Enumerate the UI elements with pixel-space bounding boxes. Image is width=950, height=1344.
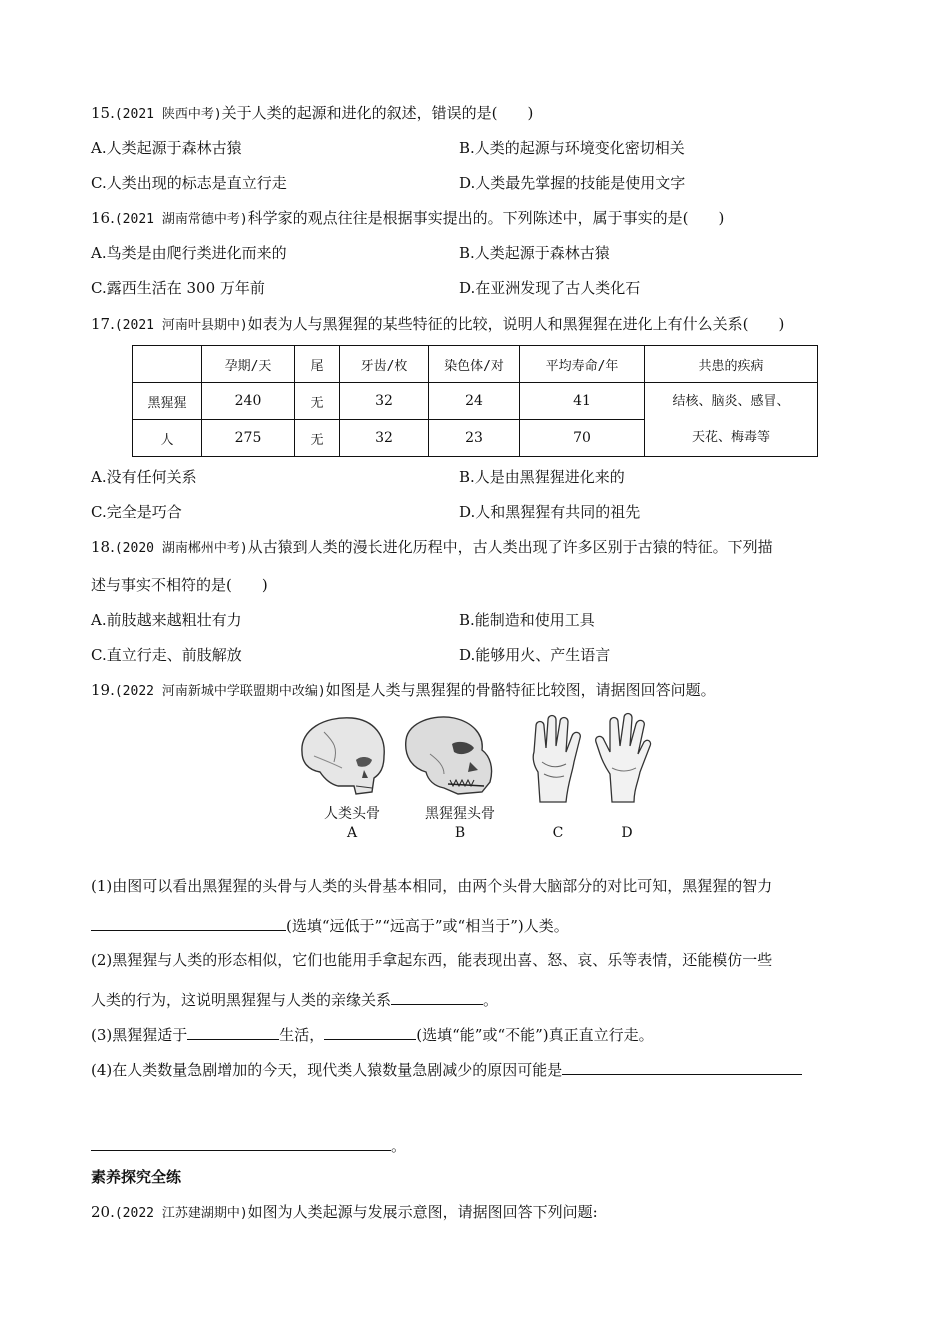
q15-stem [91,103,533,125]
q18-option-d: D.能够用火、产生语言 [459,646,611,664]
table-cell: 240 [202,383,295,420]
figure-letter-d: D [621,825,633,841]
table-header-cell: 尾 [295,346,340,383]
q18-option-b: B.能制造和使用工具 [459,611,595,629]
question-text: (4)在人类数量急剧增加的今天，现代类人猿数量急剧减少的原因可能是 [91,1061,563,1079]
q18-option-c: C.直立行走、前肢解放 [91,646,242,664]
question-text: 如表为人与黑猩猩的某些特征的比较，说明人和黑猩猩在进化上有什么关系( ) [247,315,785,333]
q18-stem-line2: 述与事实不相符的是( ) [91,576,268,594]
question-source: (2020 湖南郴州中考) [114,541,248,556]
question-text: (选填“远低于”“远高于”或“相当于”)人类。 [286,917,569,935]
answer-blank[interactable] [391,988,483,1005]
question-source: (2022 江苏建湖期中) [114,1206,248,1221]
q17-option-d: D.人和黑猩猩有共同的祖先 [459,503,641,521]
q16-option-a: A.鸟类是由爬行类进化而来的 [91,244,287,262]
table-header-cell: 染色体/对 [429,346,520,383]
answer-blank[interactable] [91,1134,391,1151]
table-cell: 32 [340,383,429,420]
q15-option-c: C.人类出现的标志是直立行走 [91,174,287,192]
q17-option-b: B.人是由黑猩猩进化来的 [459,468,625,486]
answer-blank[interactable] [187,1023,279,1040]
question-source: (2021 河南叶县期中) [114,318,248,333]
question-number: 20. [91,1203,115,1221]
table-cell: 24 [429,383,520,420]
question-number: 17. [91,315,115,333]
q19-part4 [91,1058,802,1080]
q16-option-c: C.露西生活在 300 万年前 [91,279,265,297]
disease-text: 天花、梅毒等 [691,429,770,445]
skeleton-comparison-figure [294,712,654,804]
question-number: 19. [91,681,115,699]
section-title: 素养探究全练 [91,1168,182,1186]
figure-letter-c: C [552,825,564,841]
table-cell: 人 [133,420,202,457]
q16-option-d: D.在亚洲发现了古人类化石 [459,279,641,297]
q19-part2-line1: (2)黑猩猩与人类的形态相似，它们也能用手拿起东西，能表现出喜、怒、哀、乐等表情，还能模仿一些 [91,951,773,969]
question-number: 15. [91,104,115,122]
table-header-cell: 平均寿命/年 [520,346,645,383]
q19-part4-continuation [91,1134,406,1156]
question-number: 18. [91,538,115,556]
question-text: 。 [483,991,499,1009]
table-cell: 32 [340,420,429,457]
disease-text: 结核、脑炎、感冒、 [672,393,790,409]
chimpanzee-skull-icon [406,717,492,794]
table-cell: 无 [295,420,340,457]
table-cell: 黑猩猩 [133,383,202,420]
table-cell: 41 [520,383,645,420]
question-text: (选填“能”或“不能”)真正直立行走。 [416,1026,654,1044]
q17-option-c: C.完全是巧合 [91,503,182,521]
figure-caption-b: 黑猩猩头骨 [425,806,495,822]
q17-stem [91,314,784,336]
table-header-row [133,346,818,383]
question-text: (3)黑猩猩适于 [91,1026,188,1044]
q19-stem [91,680,716,702]
q20-stem [91,1202,598,1224]
answer-blank[interactable] [562,1058,802,1075]
question-text: 。 [391,1137,407,1155]
q19-part1-line1: (1)由图可以看出黑猩猩的头骨与人类的头骨基本相同，由两个头骨大脑部分的对比可知，黑猩猩的智力 [91,877,773,895]
question-text: 科学家的观点往往是根据事实提出的。下列陈述中，属于事实的是( ) [247,209,725,227]
q19-part2-line2 [91,988,498,1010]
question-text: 关于人类的起源和进化的叙述，错误的是( ) [221,104,534,122]
table-header-cell: 牙齿/枚 [340,346,429,383]
question-source: (2022 河南新城中学联盟期中改编) [114,684,326,699]
figure-letter-b: B [454,825,466,841]
figure-letter-a: A [346,825,358,841]
q15-option-a: A.人类起源于森林古猿 [91,139,242,157]
question-source: (2021 湖南常德中考) [114,212,248,227]
table-cell: 70 [520,420,645,457]
q16-stem [91,208,724,230]
table-header-cell: 共患的疾病 [645,346,818,383]
question-source: (2021 陕西中考) [114,107,222,122]
q15-option-b: B.人类的起源与环境变化密切相关 [459,139,685,157]
answer-blank[interactable] [324,1023,416,1040]
figure-caption-a: 人类头骨 [324,806,380,822]
q19-part3 [91,1023,654,1045]
question-text: 人类的行为，这说明黑猩猩与人类的亲缘关系 [91,991,392,1009]
question-text: 如图为人类起源与发展示意图，请据图回答下列问题: [247,1203,598,1221]
table-header-cell: 孕期/天 [202,346,295,383]
human-skull-icon [302,718,384,794]
table-cell: 275 [202,420,295,457]
comparison-table [132,345,818,457]
q19-part1-line2 [91,914,569,936]
human-hand-icon [596,714,651,803]
answer-blank[interactable] [91,914,286,931]
table-cell: 无 [295,383,340,420]
table-cell-diseases [645,383,818,457]
table-row [133,383,818,420]
q17-option-a: A.没有任何关系 [91,468,197,486]
q15-option-d: D.人类最先掌握的技能是使用文字 [459,174,686,192]
question-text: 从古猿到人类的漫长进化历程中，古人类出现了许多区别于古猿的特征。下列描 [247,538,773,556]
question-text: 生活， [279,1026,325,1044]
chimpanzee-hand-icon [533,716,580,803]
table-cell: 23 [429,420,520,457]
question-number: 16. [91,209,115,227]
question-text: 如图是人类与黑猩猩的骨骼特征比较图，请据图回答问题。 [325,681,716,699]
q16-option-b: B.人类起源于森林古猿 [459,244,610,262]
table-header-cell [133,346,202,383]
q18-stem [91,537,773,559]
q18-option-a: A.前肢越来越粗壮有力 [91,611,242,629]
